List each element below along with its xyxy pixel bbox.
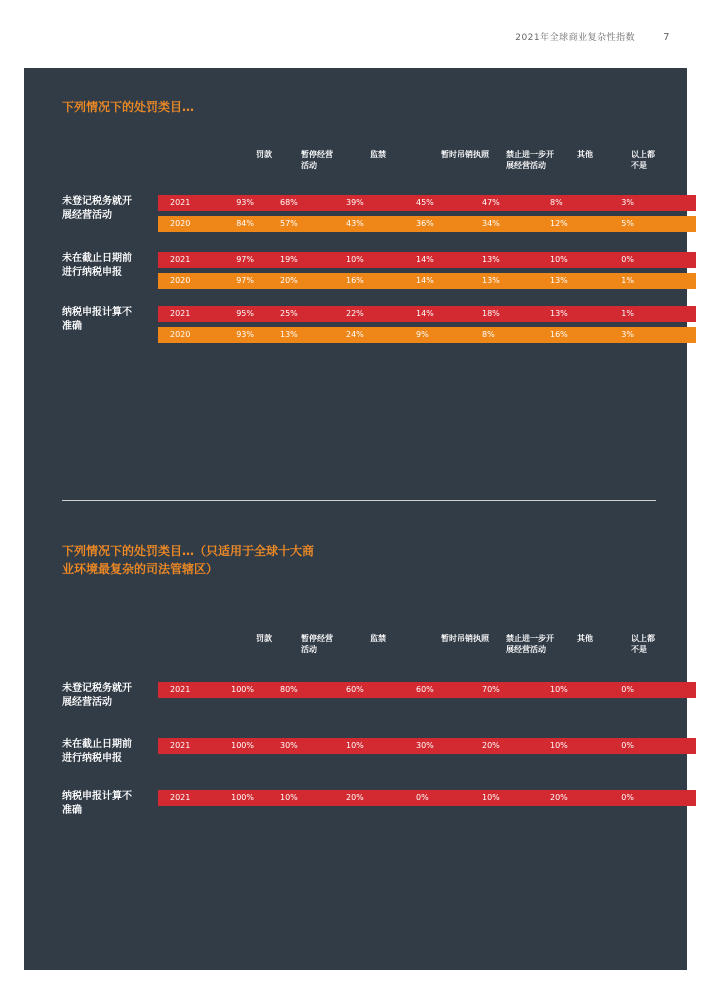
value-cell: 10% <box>550 741 568 750</box>
row-label-line: 展经营活动 <box>62 210 112 221</box>
s1-row-label <box>62 195 142 223</box>
value-cell: 20% <box>550 793 568 802</box>
row-label-line: 未在截止日期前 <box>62 739 132 750</box>
value-cell: 34% <box>482 219 500 228</box>
s1-col-header <box>577 149 617 160</box>
value-cell: 18% <box>482 309 500 318</box>
s1-col-header <box>631 149 671 171</box>
col-header-line: 监禁 <box>370 150 386 159</box>
value-cell: 100% <box>231 685 254 694</box>
value-cell: 13% <box>280 330 298 339</box>
value-cell: 57% <box>280 219 298 228</box>
section-divider <box>62 500 656 501</box>
s1-bar-2020 <box>158 327 696 343</box>
section2-title <box>62 542 314 578</box>
s1-bar-2020 <box>158 273 696 289</box>
value-cell: 47% <box>482 198 500 207</box>
value-cell: 0% <box>621 741 634 750</box>
value-cell: 97% <box>236 255 254 264</box>
col-header-line: 暂时吊销执照 <box>441 150 489 159</box>
year-label: 2020 <box>170 276 191 285</box>
report-title: 2021年全球商业复杂性指数 <box>515 33 636 43</box>
section2-title-line2: 业环境最复杂的司法管辖区） <box>62 562 219 576</box>
col-header-line: 其他 <box>577 634 593 643</box>
value-cell: 16% <box>346 276 364 285</box>
s2-row-label <box>62 682 142 710</box>
s2-bar-2021 <box>158 682 696 698</box>
value-cell: 0% <box>621 685 634 694</box>
value-cell: 9% <box>416 330 429 339</box>
value-cell: 68% <box>280 198 298 207</box>
value-cell: 12% <box>550 219 568 228</box>
s1-col-header <box>256 149 296 160</box>
value-cell: 10% <box>482 793 500 802</box>
col-header-line: 活动 <box>301 645 317 654</box>
value-cell: 13% <box>550 276 568 285</box>
col-header-line: 暂停经营 <box>301 634 333 643</box>
value-cell: 24% <box>346 330 364 339</box>
s1-row-label <box>62 306 142 334</box>
s1-bar-2021 <box>158 252 696 268</box>
value-cell: 22% <box>346 309 364 318</box>
s1-row-label <box>62 252 142 280</box>
value-cell: 100% <box>231 793 254 802</box>
row-label-line: 未登记税务就开 <box>62 196 132 207</box>
col-header-line: 展经营活动 <box>506 645 546 654</box>
value-cell: 20% <box>346 793 364 802</box>
value-cell: 93% <box>236 330 254 339</box>
s2-row-label <box>62 738 142 766</box>
s1-col-header <box>370 149 410 160</box>
col-header-line: 其他 <box>577 150 593 159</box>
value-cell: 5% <box>621 219 634 228</box>
value-cell: 8% <box>482 330 495 339</box>
s2-col-header <box>577 633 617 644</box>
section2-title-line1: 下列情况下的处罚类目…（只适用于全球十大商 <box>62 544 315 558</box>
col-header-line: 暂时吊销执照 <box>441 634 489 643</box>
col-header-line: 以上都 <box>631 634 655 643</box>
value-cell: 84% <box>236 219 254 228</box>
col-header-line: 不是 <box>631 645 647 654</box>
page-header <box>515 30 670 43</box>
row-label-line: 准确 <box>62 805 82 816</box>
value-cell: 60% <box>416 685 434 694</box>
s1-bar-2021 <box>158 306 696 322</box>
value-cell: 60% <box>346 685 364 694</box>
col-header-line: 罚款 <box>256 634 272 643</box>
value-cell: 1% <box>621 309 634 318</box>
value-cell: 20% <box>482 741 500 750</box>
s2-col-header <box>631 633 671 655</box>
value-cell: 10% <box>550 255 568 264</box>
value-cell: 10% <box>280 793 298 802</box>
row-label-line: 进行纳税申报 <box>62 753 122 764</box>
year-label: 2021 <box>170 198 191 207</box>
value-cell: 93% <box>236 198 254 207</box>
value-cell: 19% <box>280 255 298 264</box>
value-cell: 36% <box>416 219 434 228</box>
row-label-line: 未在截止日期前 <box>62 253 132 264</box>
value-cell: 3% <box>621 330 634 339</box>
value-cell: 20% <box>280 276 298 285</box>
value-cell: 1% <box>621 276 634 285</box>
year-label: 2021 <box>170 685 191 694</box>
value-cell: 13% <box>482 276 500 285</box>
year-label: 2021 <box>170 309 191 318</box>
row-label-line: 展经营活动 <box>62 697 112 708</box>
col-header-line: 罚款 <box>256 150 272 159</box>
row-label-line: 未登记税务就开 <box>62 683 132 694</box>
value-cell: 0% <box>621 793 634 802</box>
value-cell: 95% <box>236 309 254 318</box>
value-cell: 13% <box>482 255 500 264</box>
s1-col-header <box>441 149 505 160</box>
value-cell: 13% <box>550 309 568 318</box>
s2-col-header <box>301 633 361 655</box>
value-cell: 16% <box>550 330 568 339</box>
row-label-line: 进行纳税申报 <box>62 267 122 278</box>
value-cell: 100% <box>231 741 254 750</box>
value-cell: 39% <box>346 198 364 207</box>
value-cell: 10% <box>550 685 568 694</box>
s1-col-header <box>301 149 361 171</box>
year-label: 2021 <box>170 255 191 264</box>
value-cell: 8% <box>550 198 563 207</box>
value-cell: 30% <box>416 741 434 750</box>
s2-col-header <box>441 633 505 644</box>
col-header-line: 展经营活动 <box>506 161 546 170</box>
value-cell: 43% <box>346 219 364 228</box>
value-cell: 97% <box>236 276 254 285</box>
section1-title: 下列情况下的处罚类目… <box>62 100 195 114</box>
content-panel <box>24 68 687 970</box>
s1-bar-2021 <box>158 195 696 211</box>
value-cell: 0% <box>416 793 429 802</box>
col-header-line: 监禁 <box>370 634 386 643</box>
value-cell: 14% <box>416 309 434 318</box>
value-cell: 10% <box>346 741 364 750</box>
value-cell: 70% <box>482 685 500 694</box>
col-header-line: 暂停经营 <box>301 150 333 159</box>
col-header-line: 禁止进一步开 <box>506 634 554 643</box>
year-label: 2021 <box>170 741 191 750</box>
col-header-line: 禁止进一步开 <box>506 150 554 159</box>
year-label: 2020 <box>170 330 191 339</box>
value-cell: 14% <box>416 255 434 264</box>
value-cell: 0% <box>621 255 634 264</box>
s2-bar-2021 <box>158 738 696 754</box>
s1-col-header <box>506 149 570 171</box>
value-cell: 45% <box>416 198 434 207</box>
value-cell: 14% <box>416 276 434 285</box>
value-cell: 3% <box>621 198 634 207</box>
col-header-line: 活动 <box>301 161 317 170</box>
value-cell: 80% <box>280 685 298 694</box>
s2-col-header <box>370 633 410 644</box>
value-cell: 10% <box>346 255 364 264</box>
s2-col-header <box>506 633 570 655</box>
s2-row-label <box>62 790 142 818</box>
col-header-line: 以上都 <box>631 150 655 159</box>
col-header-line: 不是 <box>631 161 647 170</box>
s1-bar-2020 <box>158 216 696 232</box>
s2-col-header <box>256 633 296 644</box>
year-label: 2020 <box>170 219 191 228</box>
row-label-line: 准确 <box>62 321 82 332</box>
row-label-line: 纳税申报计算不 <box>62 791 132 802</box>
value-cell: 30% <box>280 741 298 750</box>
row-label-line: 纳税申报计算不 <box>62 307 132 318</box>
page-number: 7 <box>663 32 670 43</box>
year-label: 2021 <box>170 793 191 802</box>
value-cell: 25% <box>280 309 298 318</box>
s2-bar-2021 <box>158 790 696 806</box>
